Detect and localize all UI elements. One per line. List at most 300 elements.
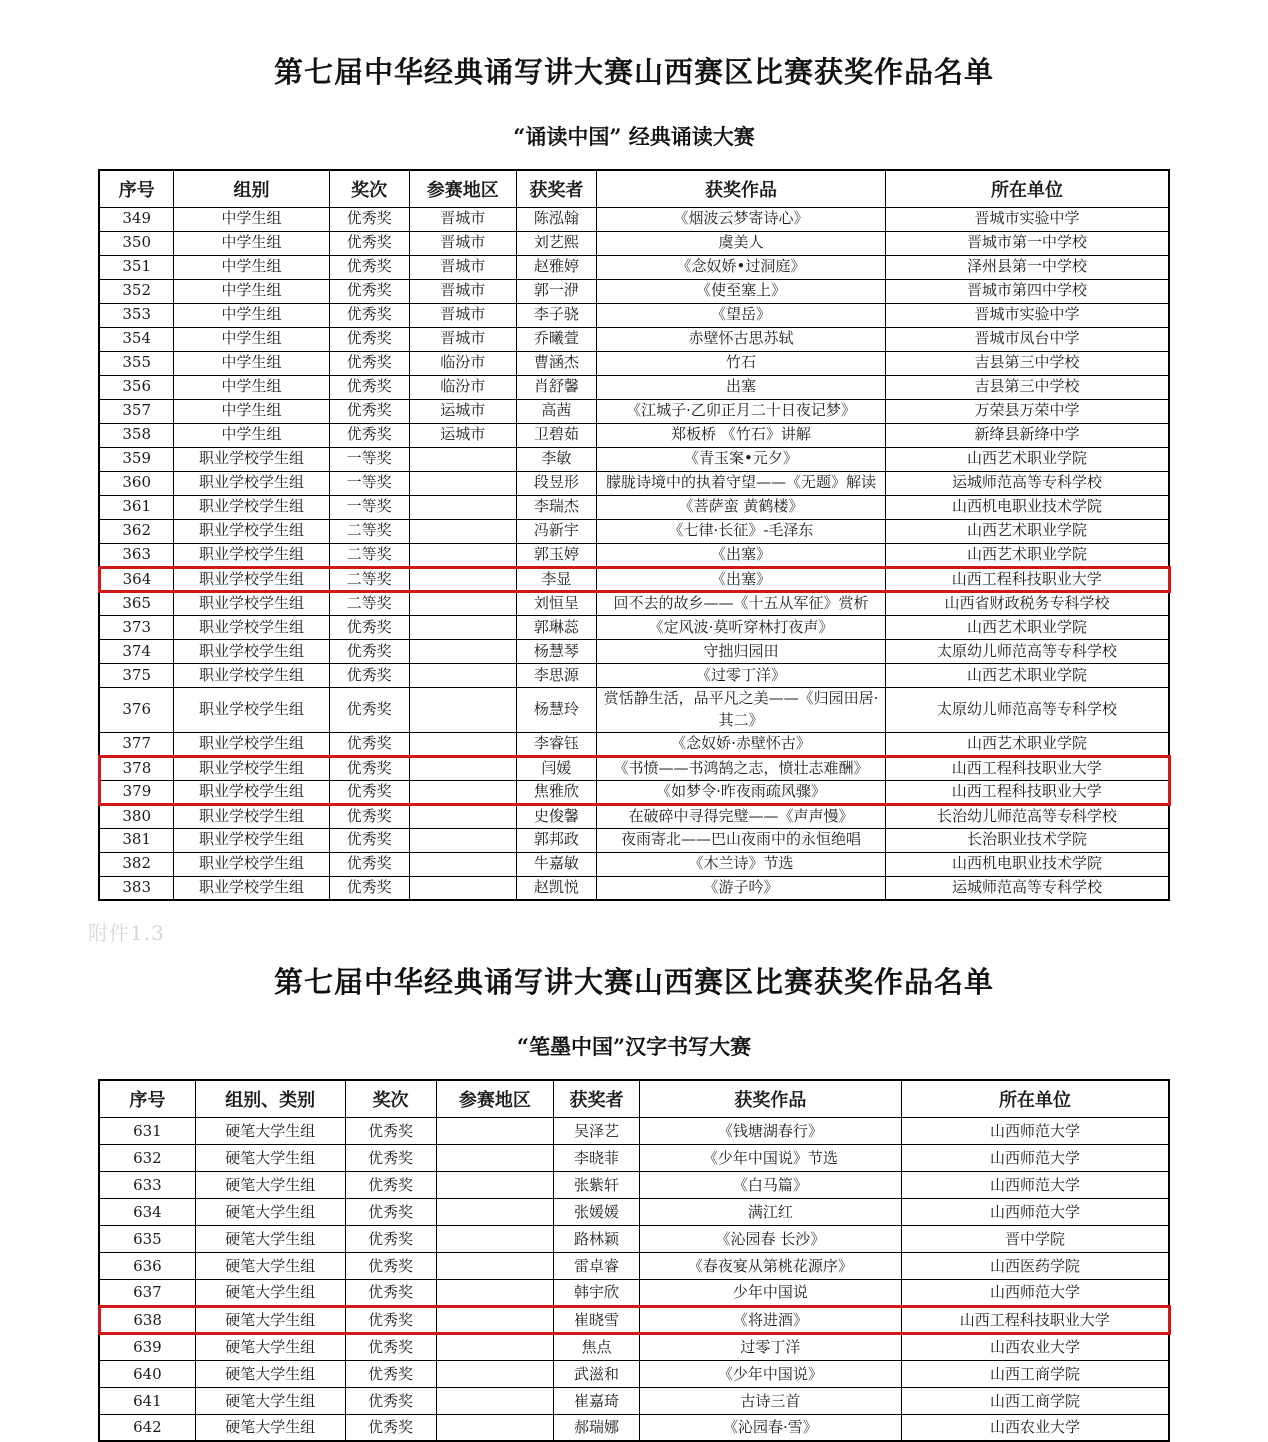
cell: 优秀奖 <box>329 375 409 399</box>
cell: 山西工程科技职业大学 <box>885 780 1169 804</box>
cell: 优秀奖 <box>345 1306 436 1333</box>
cell <box>436 1360 554 1387</box>
cell: 赵雅婷 <box>516 255 596 279</box>
cell: 硬笔大学生组 <box>195 1360 345 1387</box>
cell: 硬笔大学生组 <box>195 1171 345 1198</box>
cell <box>436 1225 554 1252</box>
cell: 中学生组 <box>174 255 329 279</box>
table-row <box>99 1171 1169 1198</box>
column-header: 奖次 <box>345 1080 436 1117</box>
cell: 352 <box>99 279 174 303</box>
cell: 632 <box>99 1144 195 1171</box>
cell: 职业学校学生组 <box>174 688 329 733</box>
table-row <box>99 1252 1169 1279</box>
cell: 380 <box>99 804 174 828</box>
cell: 出塞 <box>597 375 886 399</box>
cell: 359 <box>99 447 174 471</box>
table-row <box>99 876 1169 900</box>
cell <box>436 1333 554 1360</box>
cell: 山西师范大学 <box>901 1171 1169 1198</box>
cell: 硬笔大学生组 <box>195 1279 345 1306</box>
cell: 中学生组 <box>174 207 329 231</box>
cell: 郭琳蕊 <box>516 616 596 640</box>
table-row <box>99 1279 1169 1306</box>
table-row <box>99 1360 1169 1387</box>
cell: 《菩萨蛮 黄鹤楼》 <box>597 495 886 519</box>
column-header: 所在单位 <box>885 170 1169 207</box>
cell: 长治幼儿师范高等专科学校 <box>885 804 1169 828</box>
cell: 临汾市 <box>409 375 516 399</box>
cell: 闫媛 <box>516 756 596 780</box>
cell: 优秀奖 <box>345 1225 436 1252</box>
cell: 356 <box>99 375 174 399</box>
cell: 过零丁洋 <box>639 1333 901 1360</box>
section2-subtitle: “笔墨中国”汉字书写大赛 <box>516 1034 752 1060</box>
cell: 夜雨寄北——巴山夜雨中的永恒绝唱 <box>597 828 886 852</box>
cell: 职业学校学生组 <box>174 592 329 616</box>
column-header: 获奖者 <box>516 170 596 207</box>
cell: 李子骁 <box>516 303 596 327</box>
column-header: 序号 <box>99 1080 195 1117</box>
table-row <box>99 495 1169 519</box>
table-row <box>99 351 1169 375</box>
cell: 太原幼儿师范高等专科学校 <box>885 640 1169 664</box>
cell: 满江红 <box>639 1198 901 1225</box>
cell: 优秀奖 <box>345 1360 436 1387</box>
cell: 山西工商学院 <box>901 1387 1169 1414</box>
table-row <box>99 231 1169 255</box>
cell: 临汾市 <box>409 351 516 375</box>
cell: 《江城子·乙卯正月二十日夜记梦》 <box>597 399 886 423</box>
cell <box>436 1252 554 1279</box>
cell: 365 <box>99 592 174 616</box>
cell <box>409 852 516 876</box>
cell: 360 <box>99 471 174 495</box>
cell: 在破碎中寻得完璧——《声声慢》 <box>597 804 886 828</box>
table-row <box>99 640 1169 664</box>
cell: 634 <box>99 1198 195 1225</box>
table-row <box>99 519 1169 543</box>
cell: 崔晓雪 <box>554 1306 640 1333</box>
cell: 640 <box>99 1360 195 1387</box>
cell: 牛嘉敏 <box>516 852 596 876</box>
cell: 376 <box>99 688 174 733</box>
cell <box>409 876 516 900</box>
cell: 职业学校学生组 <box>174 495 329 519</box>
cell: 职业学校学生组 <box>174 852 329 876</box>
cell: 优秀奖 <box>329 423 409 447</box>
cell <box>409 732 516 756</box>
cell: 职业学校学生组 <box>174 804 329 828</box>
column-header: 获奖作品 <box>639 1080 901 1117</box>
cell: 中学生组 <box>174 399 329 423</box>
cell: 《少年中国说》 <box>639 1360 901 1387</box>
cell: 硬笔大学生组 <box>195 1144 345 1171</box>
column-header: 组别 <box>174 170 329 207</box>
cell: 378 <box>99 756 174 780</box>
table-row <box>99 688 1169 733</box>
table-row <box>99 1225 1169 1252</box>
cell: 375 <box>99 664 174 688</box>
cell: 吴泽艺 <box>554 1117 640 1144</box>
cell: 李睿钰 <box>516 732 596 756</box>
cell: 乔曦萱 <box>516 327 596 351</box>
cell: 卫碧茹 <box>516 423 596 447</box>
cell: 一等奖 <box>329 447 409 471</box>
cell: 晋城市 <box>409 279 516 303</box>
cell: 职业学校学生组 <box>174 876 329 900</box>
table-row <box>99 279 1169 303</box>
cell <box>436 1117 554 1144</box>
cell: 晋城市 <box>409 231 516 255</box>
cell: 刘恒呈 <box>516 592 596 616</box>
cell: 吉县第三中学校 <box>885 375 1169 399</box>
cell: 二等奖 <box>329 519 409 543</box>
cell: 焦雅欣 <box>516 780 596 804</box>
cell: 山西艺术职业学院 <box>885 664 1169 688</box>
cell: 职业学校学生组 <box>174 616 329 640</box>
cell: 郝瑞娜 <box>554 1414 640 1441</box>
cell: 晋城市 <box>409 327 516 351</box>
cell: 一等奖 <box>329 495 409 519</box>
cell: 641 <box>99 1387 195 1414</box>
cell: 泽州县第一中学校 <box>885 255 1169 279</box>
cell: 山西工程科技职业大学 <box>885 756 1169 780</box>
cell: 运城市 <box>409 399 516 423</box>
cell: 运城市 <box>409 423 516 447</box>
cell: 优秀奖 <box>329 351 409 375</box>
cell <box>409 543 516 567</box>
cell: 新绛县新绛中学 <box>885 423 1169 447</box>
table-row <box>99 1144 1169 1171</box>
cell: 优秀奖 <box>345 1279 436 1306</box>
cell: 382 <box>99 852 174 876</box>
cell: 358 <box>99 423 174 447</box>
table-row <box>99 399 1169 423</box>
cell <box>409 756 516 780</box>
cell: 硬笔大学生组 <box>195 1387 345 1414</box>
cell: 优秀奖 <box>329 664 409 688</box>
cell: 山西师范大学 <box>901 1198 1169 1225</box>
cell: 中学生组 <box>174 303 329 327</box>
cell: 李敏 <box>516 447 596 471</box>
cell: 陈泓翰 <box>516 207 596 231</box>
cell: 刘艺熙 <box>516 231 596 255</box>
cell <box>409 567 516 592</box>
cell: 二等奖 <box>329 592 409 616</box>
table-row <box>99 207 1169 231</box>
table-row <box>99 1333 1169 1360</box>
cell: 张紫轩 <box>554 1171 640 1198</box>
cell: 379 <box>99 780 174 804</box>
cell: 晋城市第四中学校 <box>885 279 1169 303</box>
cell: 《如梦令·昨夜雨疏风骤》 <box>597 780 886 804</box>
cell: 《使至塞上》 <box>597 279 886 303</box>
cell: 赤壁怀古思苏轼 <box>597 327 886 351</box>
cell: 383 <box>99 876 174 900</box>
cell: 职业学校学生组 <box>174 543 329 567</box>
cell: 636 <box>99 1252 195 1279</box>
cell: 晋城市 <box>409 255 516 279</box>
cell: 张媛媛 <box>554 1198 640 1225</box>
cell: 山西农业大学 <box>901 1333 1169 1360</box>
cell: 职业学校学生组 <box>174 664 329 688</box>
cell: 优秀奖 <box>345 1252 436 1279</box>
cell: 职业学校学生组 <box>174 640 329 664</box>
cell: 硬笔大学生组 <box>195 1198 345 1225</box>
table-row <box>99 255 1169 279</box>
cell: 《念奴娇·赤壁怀古》 <box>597 732 886 756</box>
cell: 史俊馨 <box>516 804 596 828</box>
cell: 优秀奖 <box>345 1198 436 1225</box>
cell: 李晓菲 <box>554 1144 640 1171</box>
cell: 赏恬静生活，品平凡之美——《归园田居·其二》 <box>597 688 886 733</box>
cell <box>409 664 516 688</box>
cell: 职业学校学生组 <box>174 756 329 780</box>
cell: 优秀奖 <box>345 1387 436 1414</box>
cell: 山西艺术职业学院 <box>885 543 1169 567</box>
cell: 少年中国说 <box>639 1279 901 1306</box>
cell: 虞美人 <box>597 231 886 255</box>
cell: 364 <box>99 567 174 592</box>
award-table-recitation <box>98 169 1171 901</box>
table-row <box>99 664 1169 688</box>
cell <box>409 447 516 471</box>
cell: 355 <box>99 351 174 375</box>
section1-title: 第七届中华经典诵写讲大赛山西赛区比赛获奖作品名单 <box>273 55 994 89</box>
cell: 职业学校学生组 <box>174 567 329 592</box>
cell: 377 <box>99 732 174 756</box>
cell: 中学生组 <box>174 327 329 351</box>
cell: 优秀奖 <box>329 279 409 303</box>
cell: 雷卓睿 <box>554 1252 640 1279</box>
attachment-label: 附件1.3 <box>88 921 165 946</box>
cell: 635 <box>99 1225 195 1252</box>
cell: 优秀奖 <box>329 399 409 423</box>
cell: 363 <box>99 543 174 567</box>
cell: 中学生组 <box>174 375 329 399</box>
cell: 中学生组 <box>174 351 329 375</box>
cell: 优秀奖 <box>329 640 409 664</box>
cell: 一等奖 <box>329 471 409 495</box>
cell: 高茜 <box>516 399 596 423</box>
cell: 硬笔大学生组 <box>195 1225 345 1252</box>
cell: 硬笔大学生组 <box>195 1333 345 1360</box>
cell: 吉县第三中学校 <box>885 351 1169 375</box>
cell <box>409 519 516 543</box>
cell: 优秀奖 <box>345 1171 436 1198</box>
cell <box>436 1387 554 1414</box>
cell: 637 <box>99 1279 195 1306</box>
cell <box>409 688 516 733</box>
table-row <box>99 756 1169 780</box>
cell: 354 <box>99 327 174 351</box>
cell: 晋城市实验中学 <box>885 303 1169 327</box>
cell: 633 <box>99 1171 195 1198</box>
cell: 357 <box>99 399 174 423</box>
cell: 职业学校学生组 <box>174 519 329 543</box>
cell: 武滋和 <box>554 1360 640 1387</box>
cell: 《书愤——书鸿鹄之志，愤壮志难酬》 <box>597 756 886 780</box>
award-table-calligraphy <box>98 1079 1171 1442</box>
cell: 《青玉案•元夕》 <box>597 447 886 471</box>
cell: 《木兰诗》节选 <box>597 852 886 876</box>
cell: 642 <box>99 1414 195 1441</box>
cell: 优秀奖 <box>329 688 409 733</box>
cell <box>436 1144 554 1171</box>
cell: 350 <box>99 231 174 255</box>
cell: 优秀奖 <box>345 1333 436 1360</box>
cell: 351 <box>99 255 174 279</box>
cell <box>409 804 516 828</box>
cell: 硬笔大学生组 <box>195 1117 345 1144</box>
table-row <box>99 852 1169 876</box>
cell: 职业学校学生组 <box>174 780 329 804</box>
column-header: 获奖作品 <box>597 170 886 207</box>
cell <box>436 1171 554 1198</box>
cell: 焦点 <box>554 1333 640 1360</box>
cell: 《将进酒》 <box>639 1306 901 1333</box>
cell <box>436 1198 554 1225</box>
cell: 赵凯悦 <box>516 876 596 900</box>
cell <box>436 1306 554 1333</box>
cell: 《游子吟》 <box>597 876 886 900</box>
table-row <box>99 375 1169 399</box>
cell: 中学生组 <box>174 231 329 255</box>
cell <box>436 1279 554 1306</box>
table-row <box>99 732 1169 756</box>
cell: 崔嘉琦 <box>554 1387 640 1414</box>
cell: 631 <box>99 1117 195 1144</box>
cell: 山西工程科技职业大学 <box>885 567 1169 592</box>
cell: 361 <box>99 495 174 519</box>
cell: 晋中学院 <box>901 1225 1169 1252</box>
cell: 郑板桥 《竹石》讲解 <box>597 423 886 447</box>
cell: 山西省财政税务专科学校 <box>885 592 1169 616</box>
section2-title: 第七届中华经典诵写讲大赛山西赛区比赛获奖作品名单 <box>273 965 994 1000</box>
column-header: 参赛地区 <box>436 1080 554 1117</box>
cell: 优秀奖 <box>345 1414 436 1441</box>
table-row <box>99 592 1169 616</box>
cell: 《过零丁洋》 <box>597 664 886 688</box>
cell: 中学生组 <box>174 279 329 303</box>
cell: 中学生组 <box>174 423 329 447</box>
column-header: 组别、类别 <box>195 1080 345 1117</box>
cell: 硬笔大学生组 <box>195 1252 345 1279</box>
cell: 硬笔大学生组 <box>195 1414 345 1441</box>
cell: 山西工程科技职业大学 <box>901 1306 1169 1333</box>
cell: 晋城市第一中学校 <box>885 231 1169 255</box>
cell: 《出塞》 <box>597 567 886 592</box>
cell: 郭邦政 <box>516 828 596 852</box>
cell: 373 <box>99 616 174 640</box>
table-row <box>99 828 1169 852</box>
cell: 《少年中国说》节选 <box>639 1144 901 1171</box>
cell: 638 <box>99 1306 195 1333</box>
cell: 《念奴娇•过洞庭》 <box>597 255 886 279</box>
table-row <box>99 423 1169 447</box>
cell: 二等奖 <box>329 543 409 567</box>
cell: 竹石 <box>597 351 886 375</box>
cell: 优秀奖 <box>329 255 409 279</box>
table-row <box>99 567 1169 592</box>
cell: 山西机电职业技术学院 <box>885 495 1169 519</box>
cell: 山西机电职业技术学院 <box>885 852 1169 876</box>
header-row <box>99 1080 1169 1117</box>
cell: 优秀奖 <box>329 327 409 351</box>
section1-subtitle: “诵读中国” 经典诵读大赛 <box>513 124 755 149</box>
cell: 《沁园春·雪》 <box>639 1414 901 1441</box>
cell: 优秀奖 <box>329 780 409 804</box>
cell: 段昱形 <box>516 471 596 495</box>
table-row <box>99 616 1169 640</box>
cell: 李思源 <box>516 664 596 688</box>
cell: 长治职业技术学院 <box>885 828 1169 852</box>
cell: 374 <box>99 640 174 664</box>
cell: 山西艺术职业学院 <box>885 447 1169 471</box>
cell: 郭一洢 <box>516 279 596 303</box>
cell <box>409 592 516 616</box>
cell: 郭玉婷 <box>516 543 596 567</box>
cell: 山西师范大学 <box>901 1279 1169 1306</box>
cell: 职业学校学生组 <box>174 828 329 852</box>
cell: 晋城市实验中学 <box>885 207 1169 231</box>
cell: 《钱塘湖春行》 <box>639 1117 901 1144</box>
cell: 《七律·长征》-毛泽东 <box>597 519 886 543</box>
cell: 守拙归园田 <box>597 640 886 664</box>
cell: 639 <box>99 1333 195 1360</box>
cell: 冯新宇 <box>516 519 596 543</box>
column-header: 序号 <box>99 170 174 207</box>
cell: 运城师范高等专科学校 <box>885 471 1169 495</box>
cell <box>436 1414 554 1441</box>
table-row <box>99 1306 1169 1333</box>
cell: 山西医药学院 <box>901 1252 1169 1279</box>
cell <box>409 780 516 804</box>
cell: 晋城市 <box>409 207 516 231</box>
cell: 古诗三首 <box>639 1387 901 1414</box>
cell: 优秀奖 <box>329 732 409 756</box>
table-row <box>99 327 1169 351</box>
cell: 《望岳》 <box>597 303 886 327</box>
cell: 优秀奖 <box>329 876 409 900</box>
cell: 硬笔大学生组 <box>195 1306 345 1333</box>
cell: 优秀奖 <box>329 828 409 852</box>
column-header: 奖次 <box>329 170 409 207</box>
cell: 杨慧琴 <box>516 640 596 664</box>
table-row <box>99 303 1169 327</box>
cell: 《定风波·莫听穿林打夜声》 <box>597 616 886 640</box>
cell: 349 <box>99 207 174 231</box>
cell: 《烟波云梦寄诗心》 <box>597 207 886 231</box>
table-row <box>99 543 1169 567</box>
cell: 二等奖 <box>329 567 409 592</box>
cell: 山西农业大学 <box>901 1414 1169 1441</box>
cell: 山西艺术职业学院 <box>885 732 1169 756</box>
cell: 杨慧玲 <box>516 688 596 733</box>
cell: 优秀奖 <box>345 1117 436 1144</box>
cell <box>409 640 516 664</box>
cell: 山西工商学院 <box>901 1360 1169 1387</box>
cell: 《春夜宴从第桃花源序》 <box>639 1252 901 1279</box>
cell: 《沁园春 长沙》 <box>639 1225 901 1252</box>
table-row <box>99 1387 1169 1414</box>
cell: 山西师范大学 <box>901 1144 1169 1171</box>
column-header: 参赛地区 <box>409 170 516 207</box>
cell: 优秀奖 <box>329 804 409 828</box>
cell: 曹涵杰 <box>516 351 596 375</box>
cell: 万荣县万荣中学 <box>885 399 1169 423</box>
